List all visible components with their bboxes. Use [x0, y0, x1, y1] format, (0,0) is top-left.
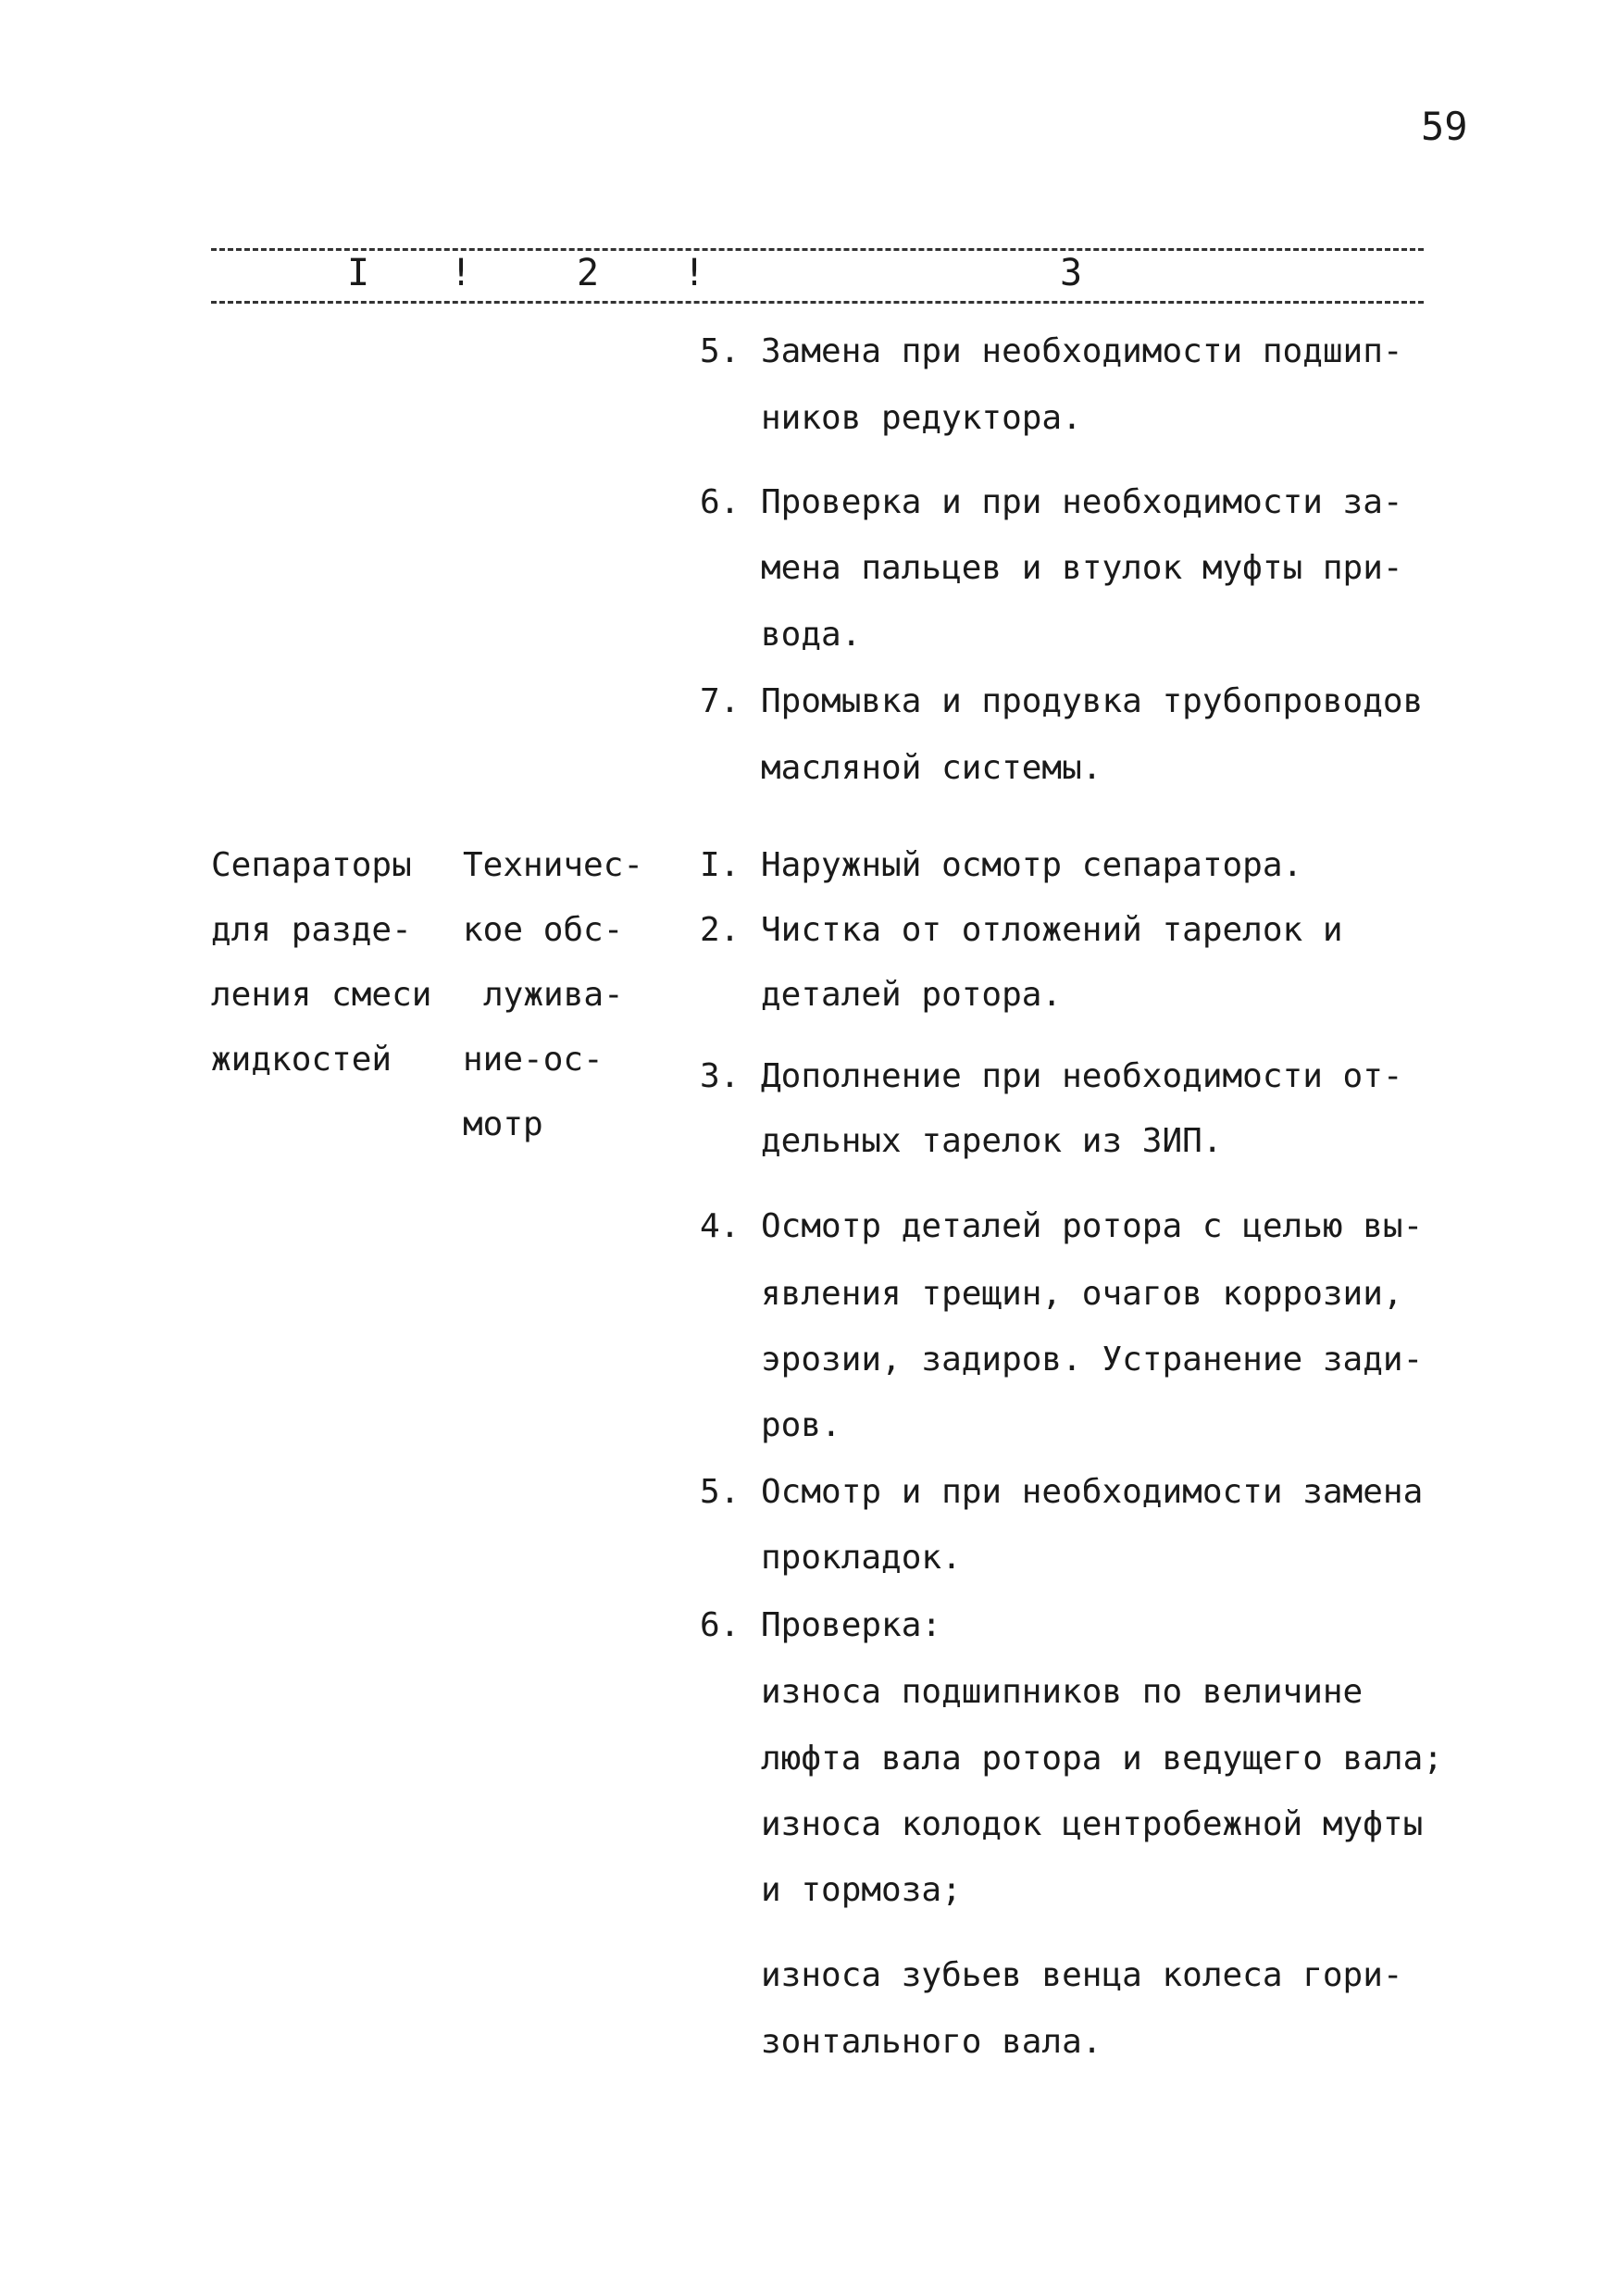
page-number: 59 — [1421, 104, 1468, 149]
item-line: Замена при необходимости подшип- — [761, 332, 1403, 370]
item-line: Осмотр и при необходимости замена — [761, 1473, 1424, 1511]
item-number: 6. — [700, 1606, 741, 1644]
item-line: люфта вала ротора и ведущего вала; — [761, 1740, 1443, 1778]
column-3-header: 3 — [1060, 252, 1083, 294]
item-line: Промывка и продувка трубопроводов — [761, 682, 1424, 720]
item-line: зонтального вала. — [761, 2023, 1102, 2061]
maintenance-type-line: Техничес- — [463, 846, 644, 884]
item-number: 5. — [700, 1473, 741, 1511]
item-line: деталей ротора. — [761, 976, 1063, 1014]
maintenance-type-line: ние-ос- — [463, 1041, 604, 1079]
item-line: Проверка и при необходимости за- — [761, 483, 1403, 521]
header-top-rule — [211, 248, 1424, 251]
equipment-line: ления смеси — [211, 976, 432, 1014]
item-number: I. — [700, 846, 741, 884]
equipment-line: жидкостей — [211, 1041, 392, 1079]
equipment-line: Сепараторы — [211, 846, 412, 884]
item-number: 6. — [700, 483, 741, 521]
maintenance-type-line: мотр — [463, 1105, 543, 1143]
item-line: Дополнение при необходимости от- — [761, 1057, 1403, 1095]
item-number: 4. — [700, 1207, 741, 1245]
header-bottom-rule — [211, 301, 1424, 304]
item-line: Проверка: — [761, 1606, 942, 1644]
item-line: эрозии, задиров. Устранение зади- — [761, 1341, 1424, 1379]
item-line: вода. — [761, 616, 862, 654]
item-line: ников редуктора. — [761, 399, 1082, 437]
item-line: мена пальцев и втулок муфты при- — [761, 549, 1403, 587]
column-separator-1: ! — [450, 252, 473, 294]
item-line: явления трещин, очагов коррозии, — [761, 1275, 1403, 1313]
column-1-header: I — [347, 252, 370, 294]
item-line: прокладок. — [761, 1539, 962, 1577]
item-line: ров. — [761, 1406, 841, 1444]
item-number: 5. — [700, 332, 741, 370]
item-number: 7. — [700, 682, 741, 720]
item-line: дельных тарелок из ЗИП. — [761, 1122, 1223, 1160]
item-number: 2. — [700, 911, 741, 949]
equipment-line: для разде- — [211, 911, 412, 949]
item-line: износа зубьев венца колеса гори- — [761, 1956, 1403, 1994]
column-2-header: 2 — [577, 252, 600, 294]
item-line: износа подшипников по величине — [761, 1673, 1364, 1711]
maintenance-type-line: кое обс- — [463, 911, 624, 949]
item-line: Наружный осмотр сепаратора. — [761, 846, 1303, 884]
maintenance-type-line: лужива- — [483, 976, 624, 1014]
column-separator-2: ! — [683, 252, 706, 294]
item-line: Чистка от отложений тарелок и — [761, 911, 1343, 949]
item-line: и тормоза; — [761, 1871, 962, 1909]
item-line: масляной системы. — [761, 749, 1102, 787]
item-line: износа колодок центробежной муфты — [761, 1805, 1424, 1843]
item-number: 3. — [700, 1057, 741, 1095]
item-line: Осмотр деталей ротора с целью вы- — [761, 1207, 1424, 1245]
